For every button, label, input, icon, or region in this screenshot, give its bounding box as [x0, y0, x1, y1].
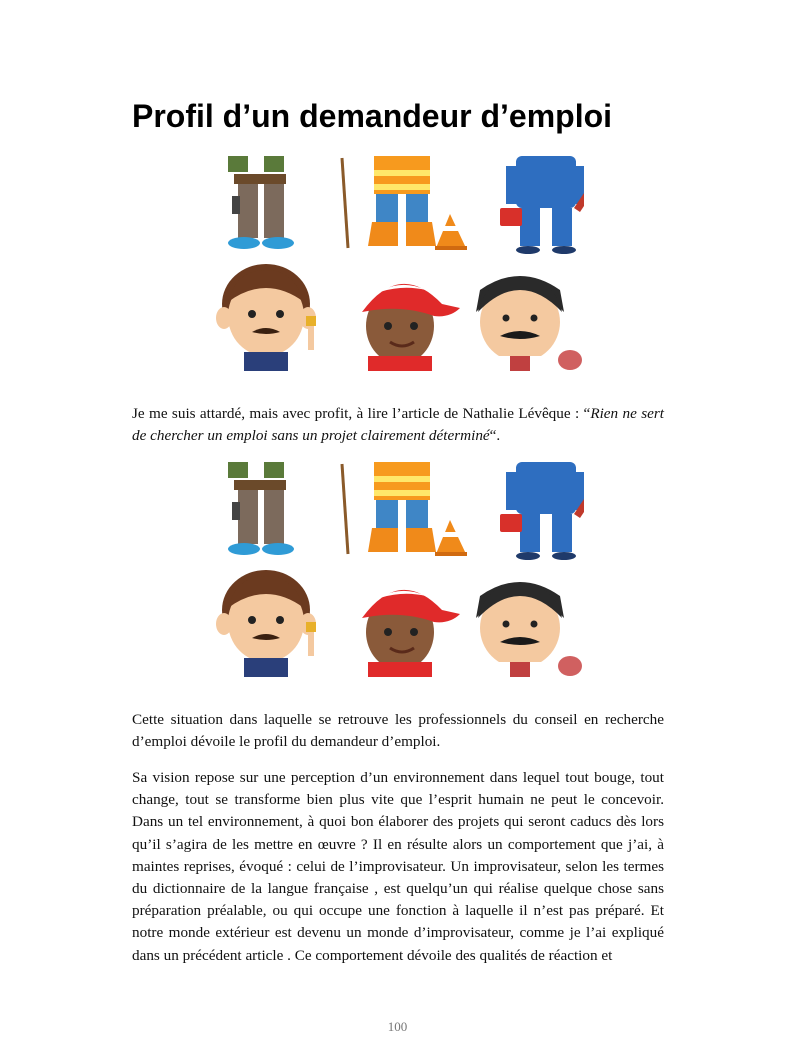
body-paragraph-2: Sa vision repose sur une perception d’un environnement dans lequel tout bouge, tout change, tout se transforme bien plus vite que l’esprit humain ne peut le concevoir. Dans un tel environnement, à quoi bon élaborer des projets qui seront caducs dès lors qu’il s’agira de les mettre en œuvre ? Il en résulte alors un comportement que j’ai, à maintes reprises, évoqué : celui de l’improvisateur. Un improvisateur, selon les termes du dictionnaire de la langue française , est quelqu’un qui réalise quelque chose sans préparation préalable, ou qui occupe une fonction à laquelle il n’est pas préparé. Et notre monde extérieur est devenu un monde d’improvisateur, comme je l’ai expliqué dans un précédent article . Ce comportement dévoile des qualités de réaction et — [132, 769, 664, 964]
page-number: 100 — [387, 1019, 408, 1034]
page-title: Profil d’un demandeur d’emploi — [132, 98, 613, 134]
workers-illustration — [214, 156, 584, 371]
workers-illustration-repeat — [214, 462, 584, 677]
intro-text: Je me suis attardé, mais avec profit, à lire l’article de Nathalie Lévêque : “ — [132, 405, 591, 422]
intro-quote: Rien ne sert de chercher un emploi sans un projet clairement déterminé — [132, 405, 664, 445]
intro-quote-close: “. — [489, 427, 501, 445]
body-paragraph-1: Cette situation dans laquelle se retrouve les professionnels du conseil en recherche d’emploi dévoile le profil du demandeur d’emploi. — [132, 711, 664, 751]
intro-paragraph — [132, 403, 664, 447]
